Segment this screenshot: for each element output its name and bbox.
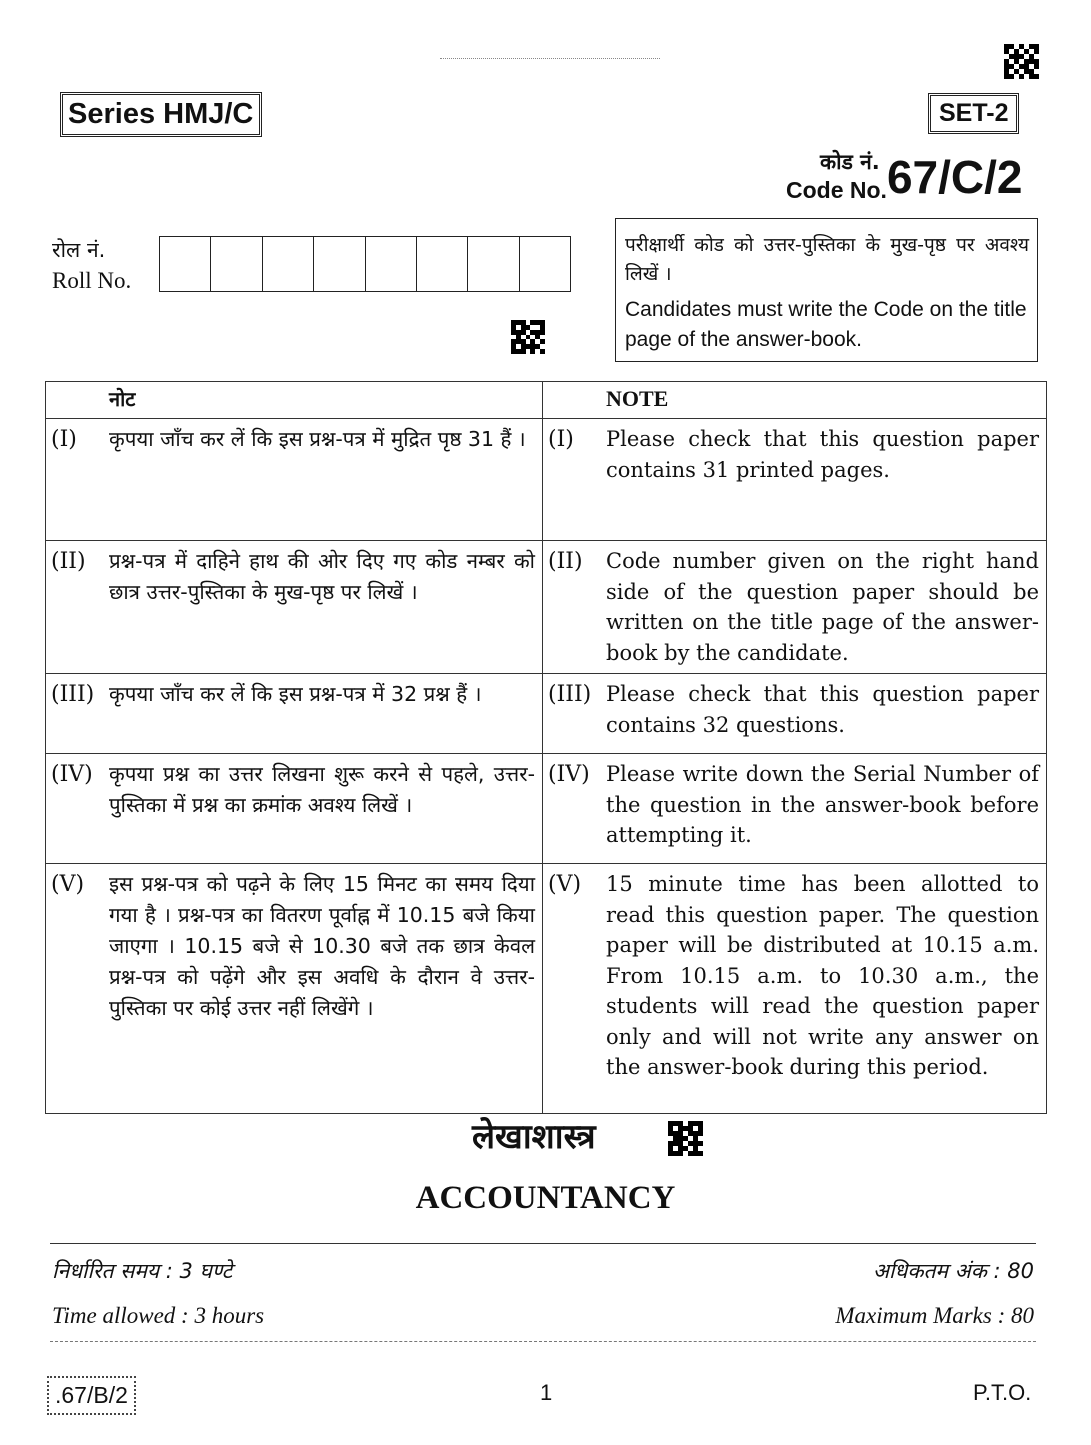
note-text-hindi: कृपया जाँच कर लें कि इस प्रश्न-पत्र में मुद्रित पृष्ठ 31 हैं ।: [109, 427, 526, 451]
notes-header-english: NOTE: [606, 386, 669, 411]
note-row: [46, 541, 1047, 674]
max-marks-hindi: अधिकतम अंक : 80: [872, 1259, 1034, 1283]
code-value: 67/C/2: [886, 151, 1023, 203]
notes-header-hindi: नोट: [109, 387, 136, 411]
qr-code-icon: [511, 320, 545, 354]
note-number: (V): [548, 872, 582, 897]
note-text-english: Please check that this question paper contains 31 printed pages.: [606, 427, 1039, 482]
candidate-instruction-box: [615, 218, 1038, 362]
note-row: [46, 864, 1047, 1114]
note-text-english: 15 minute time has been allotted to read this question paper. The question paper will be distributed at 10.15 a.m. From 10.15 a.m. to 10.30 a.m., the students will read the question paper only and will not write any answer on the answer-book during this period.: [606, 872, 1039, 1079]
note-number: (III): [548, 682, 592, 707]
notes-table: [45, 381, 1047, 1114]
code-number: [786, 150, 1022, 204]
note-number: (III): [51, 682, 95, 707]
note-text-hindi: कृपया प्रश्न का उत्तर लिखना शुरू करने से पहले, उत्तर-पुस्तिका में प्रश्न का क्रमांक अवश्य लिखें ।: [109, 762, 535, 817]
note-number: (II): [51, 549, 86, 574]
code-label-english: Code No.: [786, 177, 887, 203]
divider: [50, 1341, 1036, 1342]
header-dotted-strip: [440, 58, 660, 59]
note-number: (V): [51, 872, 85, 897]
candidate-instruction-english: Candidates must write the Code on the title page of the answer-book.: [625, 298, 1027, 351]
note-number: (II): [548, 549, 583, 574]
series-label: Series HMJ/C: [60, 92, 262, 137]
roll-digit-box[interactable]: [263, 237, 314, 291]
note-number: (I): [51, 427, 77, 452]
roll-digit-box[interactable]: [520, 237, 570, 291]
note-text-hindi: इस प्रश्न-पत्र को पढ़ने के लिए 15 मिनट का समय दिया गया है । प्रश्न-पत्र का वितरण पूर्वाह्न में 10.15 बजे किया जाएगा । 10.15 बजे से 10.30 बजे तक छात्र केवल प्रश्न-पत्र को पढ़ेंगे और इस अवधि के दौरान वे उत्तर-पुस्तिका पर कोई उत्तर नहीं लिखेंगे ।: [109, 872, 535, 1020]
note-number: (IV): [548, 762, 590, 787]
time-allowed-hindi: निर्धारित समय : 3 घण्टे: [52, 1259, 233, 1283]
qr-code-icon: [1004, 44, 1039, 79]
time-allowed-english: Time allowed : 3 hours: [52, 1303, 265, 1328]
note-text-english: Please write down the Serial Number of the question in the answer-book before attempting it.: [606, 762, 1039, 847]
note-row: [46, 754, 1047, 864]
roll-digit-box[interactable]: [160, 237, 211, 291]
roll-digit-box[interactable]: [211, 237, 262, 291]
code-label-hindi: कोड नं.: [820, 150, 880, 174]
set-label: SET-2: [928, 93, 1019, 134]
note-number: (I): [548, 427, 574, 452]
pto-label: P.T.O.: [973, 1380, 1032, 1405]
note-text-english: Code number given on the right hand side of the question paper should be written on the title page of the answer-book by the candidate.: [606, 549, 1039, 665]
note-number: (IV): [51, 762, 93, 787]
notes-header-row: [46, 382, 1047, 419]
qr-code-icon: [668, 1121, 703, 1156]
roll-digit-box[interactable]: [314, 237, 365, 291]
footer-paper-code: .67/B/2: [47, 1376, 136, 1415]
subject-title-hindi: लेखाशास्त्र: [472, 1117, 596, 1157]
roll-label-english: Roll No.: [52, 268, 132, 293]
max-marks-english: Maximum Marks : 80: [835, 1303, 1034, 1328]
roll-number-boxes[interactable]: [159, 236, 571, 292]
roll-digit-box[interactable]: [417, 237, 468, 291]
roll-digit-box[interactable]: [468, 237, 519, 291]
subject-title-english: ACCOUNTANCY: [415, 1180, 676, 1216]
note-row: [46, 674, 1047, 754]
note-row: [46, 419, 1047, 541]
divider: [50, 1243, 1036, 1244]
note-text-hindi: कृपया जाँच कर लें कि इस प्रश्न-पत्र में 32 प्रश्न हैं ।: [109, 682, 482, 706]
candidate-instruction-hindi: परीक्षार्थी कोड को उत्तर-पुस्तिका के मुख-पृष्ठ पर अवश्य लिखें ।: [625, 234, 1029, 285]
note-text-hindi: प्रश्न-पत्र में दाहिने हाथ की ओर दिए गए कोड नम्बर को छात्र उत्तर-पुस्तिका के मुख-पृष्ठ पर लिखें ।: [109, 549, 535, 604]
roll-digit-box[interactable]: [366, 237, 417, 291]
roll-label-hindi: रोल नं.: [52, 238, 106, 262]
note-text-english: Please check that this question paper contains 32 questions.: [606, 682, 1039, 737]
page-number: 1: [540, 1380, 553, 1405]
